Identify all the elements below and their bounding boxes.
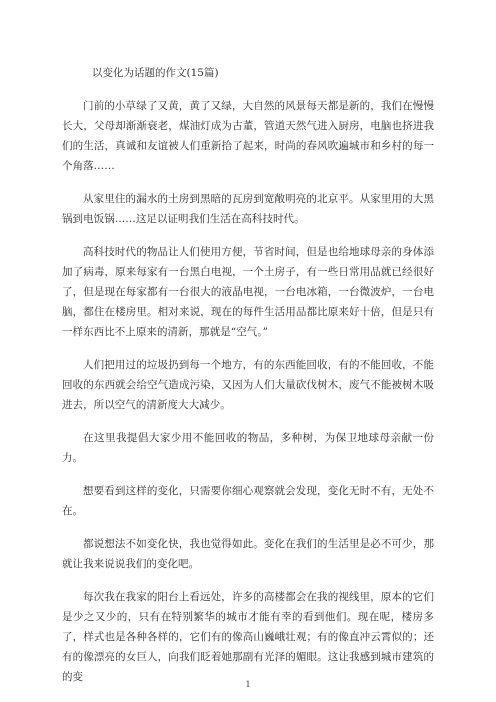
page-number: 1 (245, 680, 251, 689)
paragraph: 从家里住的漏水的土房到黑暗的瓦房到宽敞明亮的北京平。从家里用的大黑锅到电饭锅……这足以证明我们生活在高科技时代。 (62, 193, 434, 225)
paragraph: 都说想法不如变化快，我也觉得如此。变化在我们的生活里是必不可少，那就让我来说说我们的变化吧。 (62, 538, 434, 570)
paragraph: 想要看到这样的变化，只需要你细心观察就会发现，变化无时不有，无处不在。 (62, 485, 434, 517)
paragraph: 人们把用过的垃圾扔到每一个地方，有的东西能回收，有的不能回收，不能回收的东西就会给空气造成污染，又因为人们大量砍伐树木，废气不能被树木吸进去，所以空气的清新度大大减少。 (62, 359, 434, 411)
paragraph: 在这里我提倡大家少用不能回收的物品，多种树，为保卫地球母亲献一份力。 (62, 432, 434, 464)
paragraph: 每次我在我家的阳台上看远处，许多的高楼都会在我的视线里，原本的它们是少之又少的，只有在特别繁华的城市才能有幸的看到他们。现在呢，楼房多了，样式也是各种各样的，它们有的像高山巍峨壮观；有的像直冲云霄似的；还有的像漂亮的女巨人，向我们眨着她那副有光泽的媚眼。这让我感到城市建筑的的变 (62, 591, 434, 683)
document-title: 以变化为话题的作文(15篇) (92, 67, 219, 79)
document-body (62, 96, 434, 700)
paragraph: 高科技时代的物品让人们使用方便，节省时间，但是也给地球母亲的身体添加了病毒，原来每家有一台黑白电视，一个土房子，有一些日常用品就已经很好了，但是现在每家都有一台很大的液晶电视，一台电冰箱，一台微波炉，一台电脑，都住在楼房里。相对来说，现在的每件生活用品都比原来好十倍，但是只有一样东西比不上原来的清新，那就是“空气。” (62, 246, 434, 338)
paragraph: 门前的小草绿了又黄，黄了又绿，大自然的风景每天都是新的，我们在慢慢长大，父母却渐渐衰老，煤油灯成为古董，管道天然气进入厨房，电脑也挤进我们的生活，真诚和友谊被人们重新拾了起来，时尚的春风吹遍城市和乡村的每一个角落…… (62, 100, 434, 172)
